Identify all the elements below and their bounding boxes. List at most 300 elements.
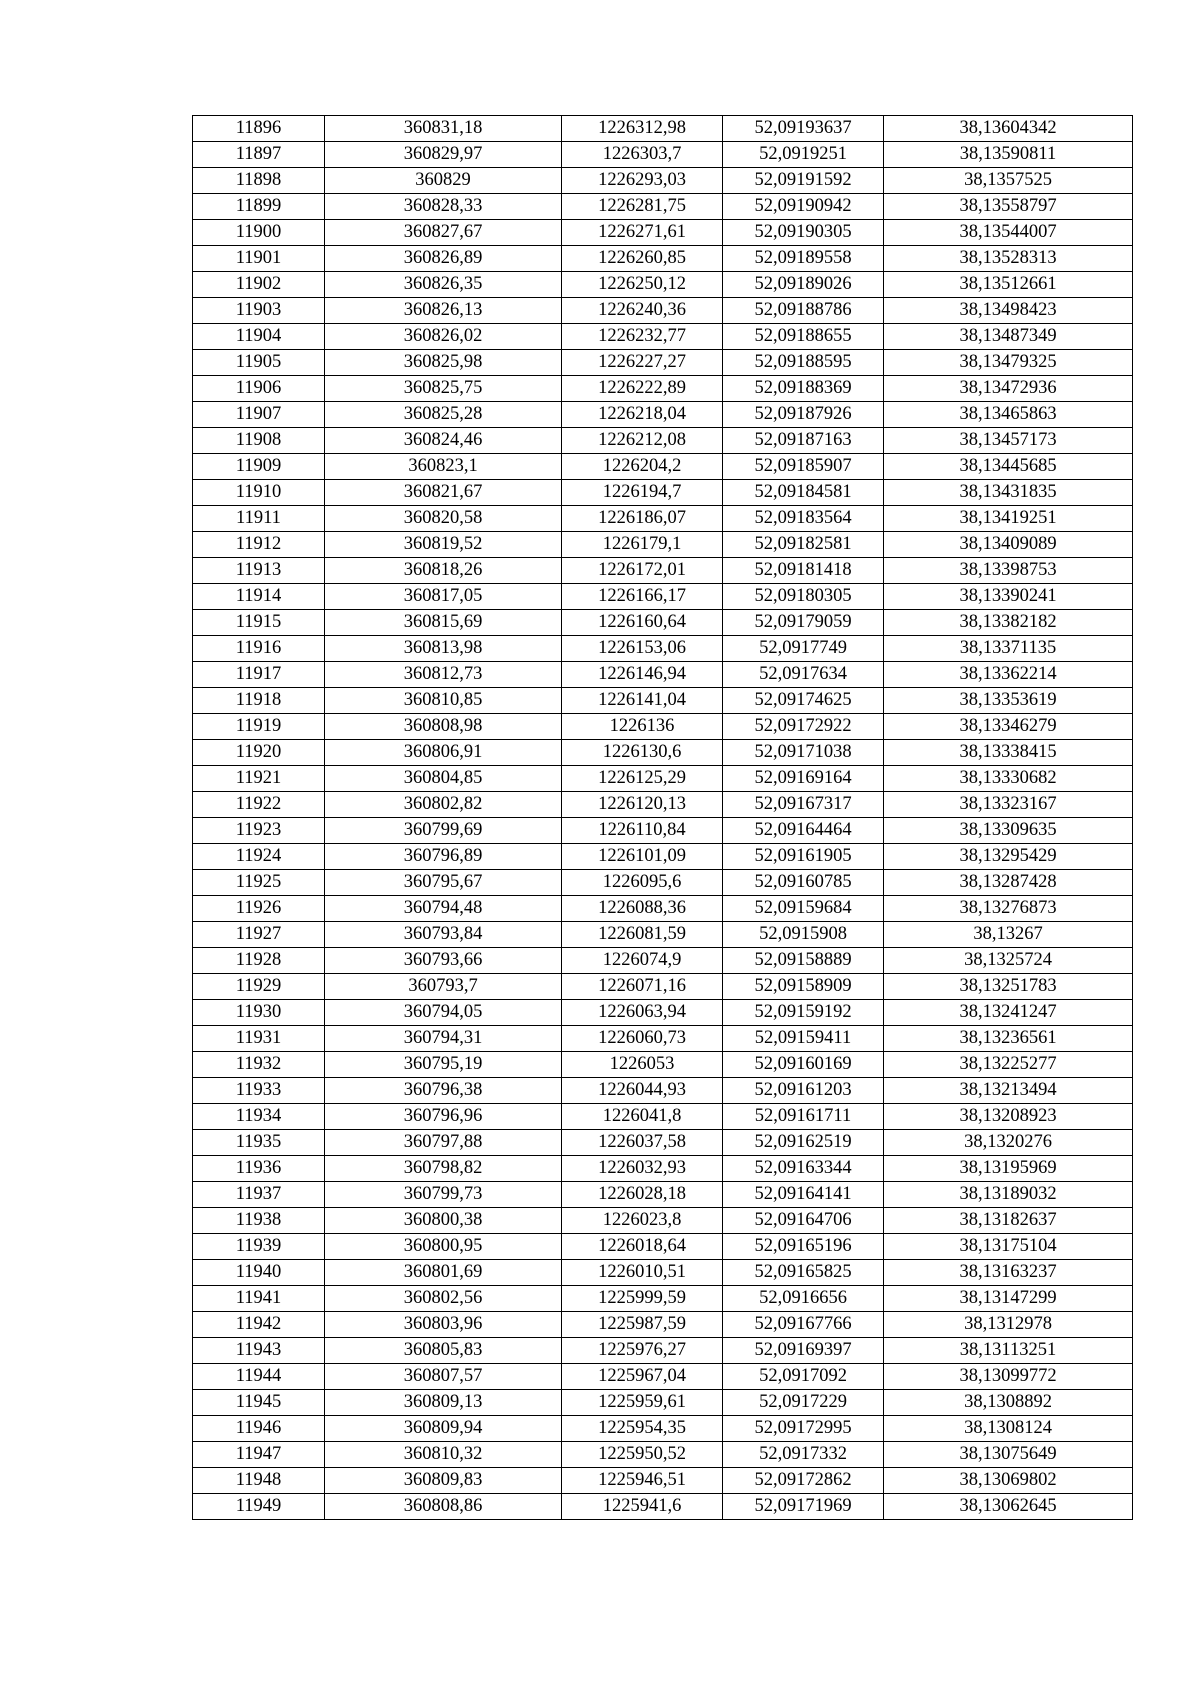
longitude-cell: 38,13346279 — [884, 714, 1133, 740]
y-coordinate-cell: 1226037,58 — [562, 1130, 723, 1156]
latitude-cell: 52,09171038 — [723, 740, 884, 766]
x-coordinate-cell: 360801,69 — [325, 1260, 562, 1286]
table-row — [193, 922, 1133, 948]
latitude-cell: 52,0919251 — [723, 142, 884, 168]
x-coordinate-cell: 360826,35 — [325, 272, 562, 298]
y-coordinate-cell: 1226250,12 — [562, 272, 723, 298]
y-coordinate-cell: 1226028,18 — [562, 1182, 723, 1208]
latitude-cell: 52,09181418 — [723, 558, 884, 584]
latitude-cell: 52,09159684 — [723, 896, 884, 922]
table-row — [193, 1182, 1133, 1208]
table-row — [193, 1312, 1133, 1338]
y-coordinate-cell: 1226172,01 — [562, 558, 723, 584]
table-row — [193, 766, 1133, 792]
y-coordinate-cell: 1226303,7 — [562, 142, 723, 168]
table-row — [193, 1078, 1133, 1104]
x-coordinate-cell: 360831,18 — [325, 116, 562, 142]
point-number-cell: 11923 — [193, 818, 325, 844]
point-number-cell: 11903 — [193, 298, 325, 324]
point-number-cell: 11948 — [193, 1468, 325, 1494]
longitude-cell: 38,13208923 — [884, 1104, 1133, 1130]
x-coordinate-cell: 360802,82 — [325, 792, 562, 818]
table-row — [193, 376, 1133, 402]
latitude-cell: 52,09188655 — [723, 324, 884, 350]
table-row — [193, 428, 1133, 454]
latitude-cell: 52,09184581 — [723, 480, 884, 506]
y-coordinate-cell: 1226204,2 — [562, 454, 723, 480]
table-row — [193, 584, 1133, 610]
x-coordinate-cell: 360829,97 — [325, 142, 562, 168]
longitude-cell: 38,13528313 — [884, 246, 1133, 272]
latitude-cell: 52,09182581 — [723, 532, 884, 558]
point-number-cell: 11915 — [193, 610, 325, 636]
latitude-cell: 52,09174625 — [723, 688, 884, 714]
table-row — [193, 662, 1133, 688]
x-coordinate-cell: 360819,52 — [325, 532, 562, 558]
x-coordinate-cell: 360826,02 — [325, 324, 562, 350]
table-row — [193, 610, 1133, 636]
point-number-cell: 11916 — [193, 636, 325, 662]
longitude-cell: 38,13323167 — [884, 792, 1133, 818]
table-row — [193, 688, 1133, 714]
point-number-cell: 11911 — [193, 506, 325, 532]
latitude-cell: 52,09161203 — [723, 1078, 884, 1104]
point-number-cell: 11949 — [193, 1494, 325, 1520]
y-coordinate-cell: 1226271,61 — [562, 220, 723, 246]
longitude-cell: 38,13487349 — [884, 324, 1133, 350]
longitude-cell: 38,13371135 — [884, 636, 1133, 662]
x-coordinate-cell: 360808,86 — [325, 1494, 562, 1520]
latitude-cell: 52,09188786 — [723, 298, 884, 324]
x-coordinate-cell: 360824,46 — [325, 428, 562, 454]
latitude-cell: 52,09159192 — [723, 1000, 884, 1026]
x-coordinate-cell: 360815,69 — [325, 610, 562, 636]
longitude-cell: 38,13604342 — [884, 116, 1133, 142]
y-coordinate-cell: 1226130,6 — [562, 740, 723, 766]
point-number-cell: 11917 — [193, 662, 325, 688]
x-coordinate-cell: 360799,69 — [325, 818, 562, 844]
longitude-cell: 38,13419251 — [884, 506, 1133, 532]
table-row — [193, 1026, 1133, 1052]
x-coordinate-cell: 360829 — [325, 168, 562, 194]
table-row — [193, 974, 1133, 1000]
table-row — [193, 896, 1133, 922]
y-coordinate-cell: 1226032,93 — [562, 1156, 723, 1182]
x-coordinate-cell: 360825,28 — [325, 402, 562, 428]
y-coordinate-cell: 1226053 — [562, 1052, 723, 1078]
longitude-cell: 38,13445685 — [884, 454, 1133, 480]
point-number-cell: 11929 — [193, 974, 325, 1000]
table-row — [193, 740, 1133, 766]
table-row — [193, 506, 1133, 532]
table-row — [193, 1234, 1133, 1260]
longitude-cell: 38,13147299 — [884, 1286, 1133, 1312]
y-coordinate-cell: 1226081,59 — [562, 922, 723, 948]
longitude-cell: 38,13276873 — [884, 896, 1133, 922]
point-number-cell: 11947 — [193, 1442, 325, 1468]
y-coordinate-cell: 1226218,04 — [562, 402, 723, 428]
point-number-cell: 11932 — [193, 1052, 325, 1078]
y-coordinate-cell: 1226153,06 — [562, 636, 723, 662]
x-coordinate-cell: 360802,56 — [325, 1286, 562, 1312]
latitude-cell: 52,09161711 — [723, 1104, 884, 1130]
table-row — [193, 532, 1133, 558]
longitude-cell: 38,13113251 — [884, 1338, 1133, 1364]
x-coordinate-cell: 360809,13 — [325, 1390, 562, 1416]
longitude-cell: 38,13175104 — [884, 1234, 1133, 1260]
latitude-cell: 52,0917634 — [723, 662, 884, 688]
longitude-cell: 38,13512661 — [884, 272, 1133, 298]
longitude-cell: 38,13353619 — [884, 688, 1133, 714]
longitude-cell: 38,13295429 — [884, 844, 1133, 870]
y-coordinate-cell: 1226095,6 — [562, 870, 723, 896]
y-coordinate-cell: 1226136 — [562, 714, 723, 740]
y-coordinate-cell: 1226125,29 — [562, 766, 723, 792]
point-number-cell: 11900 — [193, 220, 325, 246]
latitude-cell: 52,09158909 — [723, 974, 884, 1000]
x-coordinate-cell: 360800,95 — [325, 1234, 562, 1260]
y-coordinate-cell: 1225987,59 — [562, 1312, 723, 1338]
x-coordinate-cell: 360827,67 — [325, 220, 562, 246]
point-number-cell: 11908 — [193, 428, 325, 454]
point-number-cell: 11912 — [193, 532, 325, 558]
table-row — [193, 1494, 1133, 1520]
y-coordinate-cell: 1225941,6 — [562, 1494, 723, 1520]
latitude-cell: 52,09164706 — [723, 1208, 884, 1234]
x-coordinate-cell: 360793,84 — [325, 922, 562, 948]
longitude-cell: 38,13069802 — [884, 1468, 1133, 1494]
y-coordinate-cell: 1225976,27 — [562, 1338, 723, 1364]
point-number-cell: 11904 — [193, 324, 325, 350]
point-number-cell: 11920 — [193, 740, 325, 766]
longitude-cell: 38,13472936 — [884, 376, 1133, 402]
point-number-cell: 11909 — [193, 454, 325, 480]
table-row — [193, 272, 1133, 298]
longitude-cell: 38,13195969 — [884, 1156, 1133, 1182]
table-row — [193, 636, 1133, 662]
latitude-cell: 52,09165196 — [723, 1234, 884, 1260]
y-coordinate-cell: 1225959,61 — [562, 1390, 723, 1416]
point-number-cell: 11943 — [193, 1338, 325, 1364]
y-coordinate-cell: 1226074,9 — [562, 948, 723, 974]
table-row — [193, 1052, 1133, 1078]
x-coordinate-cell: 360796,38 — [325, 1078, 562, 1104]
latitude-cell: 52,0916656 — [723, 1286, 884, 1312]
longitude-cell: 38,13251783 — [884, 974, 1133, 1000]
x-coordinate-cell: 360825,98 — [325, 350, 562, 376]
table-row — [193, 246, 1133, 272]
latitude-cell: 52,09167766 — [723, 1312, 884, 1338]
x-coordinate-cell: 360826,89 — [325, 246, 562, 272]
y-coordinate-cell: 1225967,04 — [562, 1364, 723, 1390]
x-coordinate-cell: 360804,85 — [325, 766, 562, 792]
table-row — [193, 714, 1133, 740]
latitude-cell: 52,09165825 — [723, 1260, 884, 1286]
point-number-cell: 11910 — [193, 480, 325, 506]
x-coordinate-cell: 360793,7 — [325, 974, 562, 1000]
point-number-cell: 11897 — [193, 142, 325, 168]
longitude-cell: 38,13163237 — [884, 1260, 1133, 1286]
table-row — [193, 298, 1133, 324]
latitude-cell: 52,09172922 — [723, 714, 884, 740]
y-coordinate-cell: 1226232,77 — [562, 324, 723, 350]
x-coordinate-cell: 360810,32 — [325, 1442, 562, 1468]
x-coordinate-cell: 360823,1 — [325, 454, 562, 480]
point-number-cell: 11918 — [193, 688, 325, 714]
x-coordinate-cell: 360810,85 — [325, 688, 562, 714]
table-row — [193, 168, 1133, 194]
x-coordinate-cell: 360799,73 — [325, 1182, 562, 1208]
table-row — [193, 480, 1133, 506]
y-coordinate-cell: 1226063,94 — [562, 1000, 723, 1026]
longitude-cell: 38,1308892 — [884, 1390, 1133, 1416]
table-row — [193, 844, 1133, 870]
y-coordinate-cell: 1226110,84 — [562, 818, 723, 844]
x-coordinate-cell: 360795,19 — [325, 1052, 562, 1078]
longitude-cell: 38,13182637 — [884, 1208, 1133, 1234]
x-coordinate-cell: 360794,05 — [325, 1000, 562, 1026]
y-coordinate-cell: 1226120,13 — [562, 792, 723, 818]
y-coordinate-cell: 1226088,36 — [562, 896, 723, 922]
latitude-cell: 52,09172862 — [723, 1468, 884, 1494]
table-row — [193, 350, 1133, 376]
y-coordinate-cell: 1226186,07 — [562, 506, 723, 532]
y-coordinate-cell: 1226293,03 — [562, 168, 723, 194]
x-coordinate-cell: 360828,33 — [325, 194, 562, 220]
latitude-cell: 52,09183564 — [723, 506, 884, 532]
longitude-cell: 38,13409089 — [884, 532, 1133, 558]
x-coordinate-cell: 360808,98 — [325, 714, 562, 740]
x-coordinate-cell: 360806,91 — [325, 740, 562, 766]
point-number-cell: 11944 — [193, 1364, 325, 1390]
x-coordinate-cell: 360821,67 — [325, 480, 562, 506]
y-coordinate-cell: 1226141,04 — [562, 688, 723, 714]
latitude-cell: 52,09169164 — [723, 766, 884, 792]
latitude-cell: 52,09159411 — [723, 1026, 884, 1052]
y-coordinate-cell: 1226044,93 — [562, 1078, 723, 1104]
y-coordinate-cell: 1226312,98 — [562, 116, 723, 142]
coordinate-table — [192, 115, 1133, 1520]
longitude-cell: 38,13309635 — [884, 818, 1133, 844]
latitude-cell: 52,09185907 — [723, 454, 884, 480]
x-coordinate-cell: 360793,66 — [325, 948, 562, 974]
latitude-cell: 52,09179059 — [723, 610, 884, 636]
y-coordinate-cell: 1226101,09 — [562, 844, 723, 870]
table-row — [193, 454, 1133, 480]
latitude-cell: 52,09161905 — [723, 844, 884, 870]
point-number-cell: 11946 — [193, 1416, 325, 1442]
longitude-cell: 38,13099772 — [884, 1364, 1133, 1390]
point-number-cell: 11902 — [193, 272, 325, 298]
latitude-cell: 52,09169397 — [723, 1338, 884, 1364]
longitude-cell: 38,13465863 — [884, 402, 1133, 428]
point-number-cell: 11945 — [193, 1390, 325, 1416]
y-coordinate-cell: 1226260,85 — [562, 246, 723, 272]
longitude-cell: 38,13498423 — [884, 298, 1133, 324]
table-row — [193, 1364, 1133, 1390]
latitude-cell: 52,09189026 — [723, 272, 884, 298]
point-number-cell: 11906 — [193, 376, 325, 402]
y-coordinate-cell: 1226194,7 — [562, 480, 723, 506]
point-number-cell: 11939 — [193, 1234, 325, 1260]
x-coordinate-cell: 360794,48 — [325, 896, 562, 922]
point-number-cell: 11931 — [193, 1026, 325, 1052]
table-row — [193, 220, 1133, 246]
table-row — [193, 1416, 1133, 1442]
longitude-cell: 38,1357525 — [884, 168, 1133, 194]
longitude-cell: 38,13338415 — [884, 740, 1133, 766]
point-number-cell: 11913 — [193, 558, 325, 584]
point-number-cell: 11899 — [193, 194, 325, 220]
longitude-cell: 38,13241247 — [884, 1000, 1133, 1026]
x-coordinate-cell: 360825,75 — [325, 376, 562, 402]
point-number-cell: 11933 — [193, 1078, 325, 1104]
latitude-cell: 52,09189558 — [723, 246, 884, 272]
latitude-cell: 52,09160169 — [723, 1052, 884, 1078]
table-row — [193, 194, 1133, 220]
point-number-cell: 11907 — [193, 402, 325, 428]
longitude-cell: 38,13390241 — [884, 584, 1133, 610]
x-coordinate-cell: 360797,88 — [325, 1130, 562, 1156]
point-number-cell: 11905 — [193, 350, 325, 376]
longitude-cell: 38,13189032 — [884, 1182, 1133, 1208]
y-coordinate-cell: 1226222,89 — [562, 376, 723, 402]
table-row — [193, 324, 1133, 350]
x-coordinate-cell: 360798,82 — [325, 1156, 562, 1182]
point-number-cell: 11926 — [193, 896, 325, 922]
point-number-cell: 11936 — [193, 1156, 325, 1182]
y-coordinate-cell: 1226060,73 — [562, 1026, 723, 1052]
longitude-cell: 38,13330682 — [884, 766, 1133, 792]
table-row — [193, 1468, 1133, 1494]
longitude-cell: 38,13213494 — [884, 1078, 1133, 1104]
latitude-cell: 52,0917749 — [723, 636, 884, 662]
y-coordinate-cell: 1225954,35 — [562, 1416, 723, 1442]
table-row — [193, 1000, 1133, 1026]
table-row — [193, 870, 1133, 896]
table-row — [193, 948, 1133, 974]
y-coordinate-cell: 1226071,16 — [562, 974, 723, 1000]
point-number-cell: 11896 — [193, 116, 325, 142]
x-coordinate-cell: 360818,26 — [325, 558, 562, 584]
y-coordinate-cell: 1226146,94 — [562, 662, 723, 688]
latitude-cell: 52,09188595 — [723, 350, 884, 376]
latitude-cell: 52,09164141 — [723, 1182, 884, 1208]
longitude-cell: 38,13382182 — [884, 610, 1133, 636]
y-coordinate-cell: 1226240,36 — [562, 298, 723, 324]
latitude-cell: 52,09187163 — [723, 428, 884, 454]
table-row — [193, 1130, 1133, 1156]
point-number-cell: 11921 — [193, 766, 325, 792]
point-number-cell: 11919 — [193, 714, 325, 740]
longitude-cell: 38,13398753 — [884, 558, 1133, 584]
latitude-cell: 52,0915908 — [723, 922, 884, 948]
latitude-cell: 52,09188369 — [723, 376, 884, 402]
longitude-cell: 38,13236561 — [884, 1026, 1133, 1052]
y-coordinate-cell: 1225999,59 — [562, 1286, 723, 1312]
latitude-cell: 52,09190305 — [723, 220, 884, 246]
table-row — [193, 116, 1133, 142]
latitude-cell: 52,09180305 — [723, 584, 884, 610]
x-coordinate-cell: 360813,98 — [325, 636, 562, 662]
point-number-cell: 11934 — [193, 1104, 325, 1130]
point-number-cell: 11937 — [193, 1182, 325, 1208]
point-number-cell: 11928 — [193, 948, 325, 974]
x-coordinate-cell: 360805,83 — [325, 1338, 562, 1364]
x-coordinate-cell: 360809,94 — [325, 1416, 562, 1442]
point-number-cell: 11941 — [193, 1286, 325, 1312]
latitude-cell: 52,09172995 — [723, 1416, 884, 1442]
point-number-cell: 11940 — [193, 1260, 325, 1286]
longitude-cell: 38,13362214 — [884, 662, 1133, 688]
y-coordinate-cell: 1226179,1 — [562, 532, 723, 558]
x-coordinate-cell: 360820,58 — [325, 506, 562, 532]
x-coordinate-cell: 360807,57 — [325, 1364, 562, 1390]
latitude-cell: 52,09191592 — [723, 168, 884, 194]
x-coordinate-cell: 360826,13 — [325, 298, 562, 324]
table-row — [193, 1442, 1133, 1468]
latitude-cell: 52,0917092 — [723, 1364, 884, 1390]
x-coordinate-cell: 360817,05 — [325, 584, 562, 610]
y-coordinate-cell: 1226166,17 — [562, 584, 723, 610]
y-coordinate-cell: 1226010,51 — [562, 1260, 723, 1286]
table-row — [193, 1260, 1133, 1286]
table-row — [193, 1390, 1133, 1416]
x-coordinate-cell: 360795,67 — [325, 870, 562, 896]
table-row — [193, 1208, 1133, 1234]
table-row — [193, 1286, 1133, 1312]
latitude-cell: 52,09187926 — [723, 402, 884, 428]
y-coordinate-cell: 1226041,8 — [562, 1104, 723, 1130]
y-coordinate-cell: 1226212,08 — [562, 428, 723, 454]
x-coordinate-cell: 360809,83 — [325, 1468, 562, 1494]
table-row — [193, 1156, 1133, 1182]
longitude-cell: 38,13062645 — [884, 1494, 1133, 1520]
y-coordinate-cell: 1226160,64 — [562, 610, 723, 636]
y-coordinate-cell: 1226023,8 — [562, 1208, 723, 1234]
point-number-cell: 11925 — [193, 870, 325, 896]
table-row — [193, 402, 1133, 428]
longitude-cell: 38,13287428 — [884, 870, 1133, 896]
y-coordinate-cell: 1226227,27 — [562, 350, 723, 376]
x-coordinate-cell: 360796,89 — [325, 844, 562, 870]
longitude-cell: 38,1325724 — [884, 948, 1133, 974]
point-number-cell: 11930 — [193, 1000, 325, 1026]
point-number-cell: 11942 — [193, 1312, 325, 1338]
longitude-cell: 38,13457173 — [884, 428, 1133, 454]
latitude-cell: 52,09164464 — [723, 818, 884, 844]
y-coordinate-cell: 1226018,64 — [562, 1234, 723, 1260]
point-number-cell: 11901 — [193, 246, 325, 272]
point-number-cell: 11938 — [193, 1208, 325, 1234]
y-coordinate-cell: 1226281,75 — [562, 194, 723, 220]
longitude-cell: 38,13558797 — [884, 194, 1133, 220]
point-number-cell: 11924 — [193, 844, 325, 870]
point-number-cell: 11898 — [193, 168, 325, 194]
x-coordinate-cell: 360796,96 — [325, 1104, 562, 1130]
longitude-cell: 38,13225277 — [884, 1052, 1133, 1078]
point-number-cell: 11935 — [193, 1130, 325, 1156]
longitude-cell: 38,1320276 — [884, 1130, 1133, 1156]
latitude-cell: 52,09162519 — [723, 1130, 884, 1156]
x-coordinate-cell: 360812,73 — [325, 662, 562, 688]
latitude-cell: 52,09163344 — [723, 1156, 884, 1182]
longitude-cell: 38,1308124 — [884, 1416, 1133, 1442]
longitude-cell: 38,13075649 — [884, 1442, 1133, 1468]
longitude-cell: 38,13544007 — [884, 220, 1133, 246]
latitude-cell: 52,09171969 — [723, 1494, 884, 1520]
coordinate-table-body — [193, 116, 1133, 1520]
